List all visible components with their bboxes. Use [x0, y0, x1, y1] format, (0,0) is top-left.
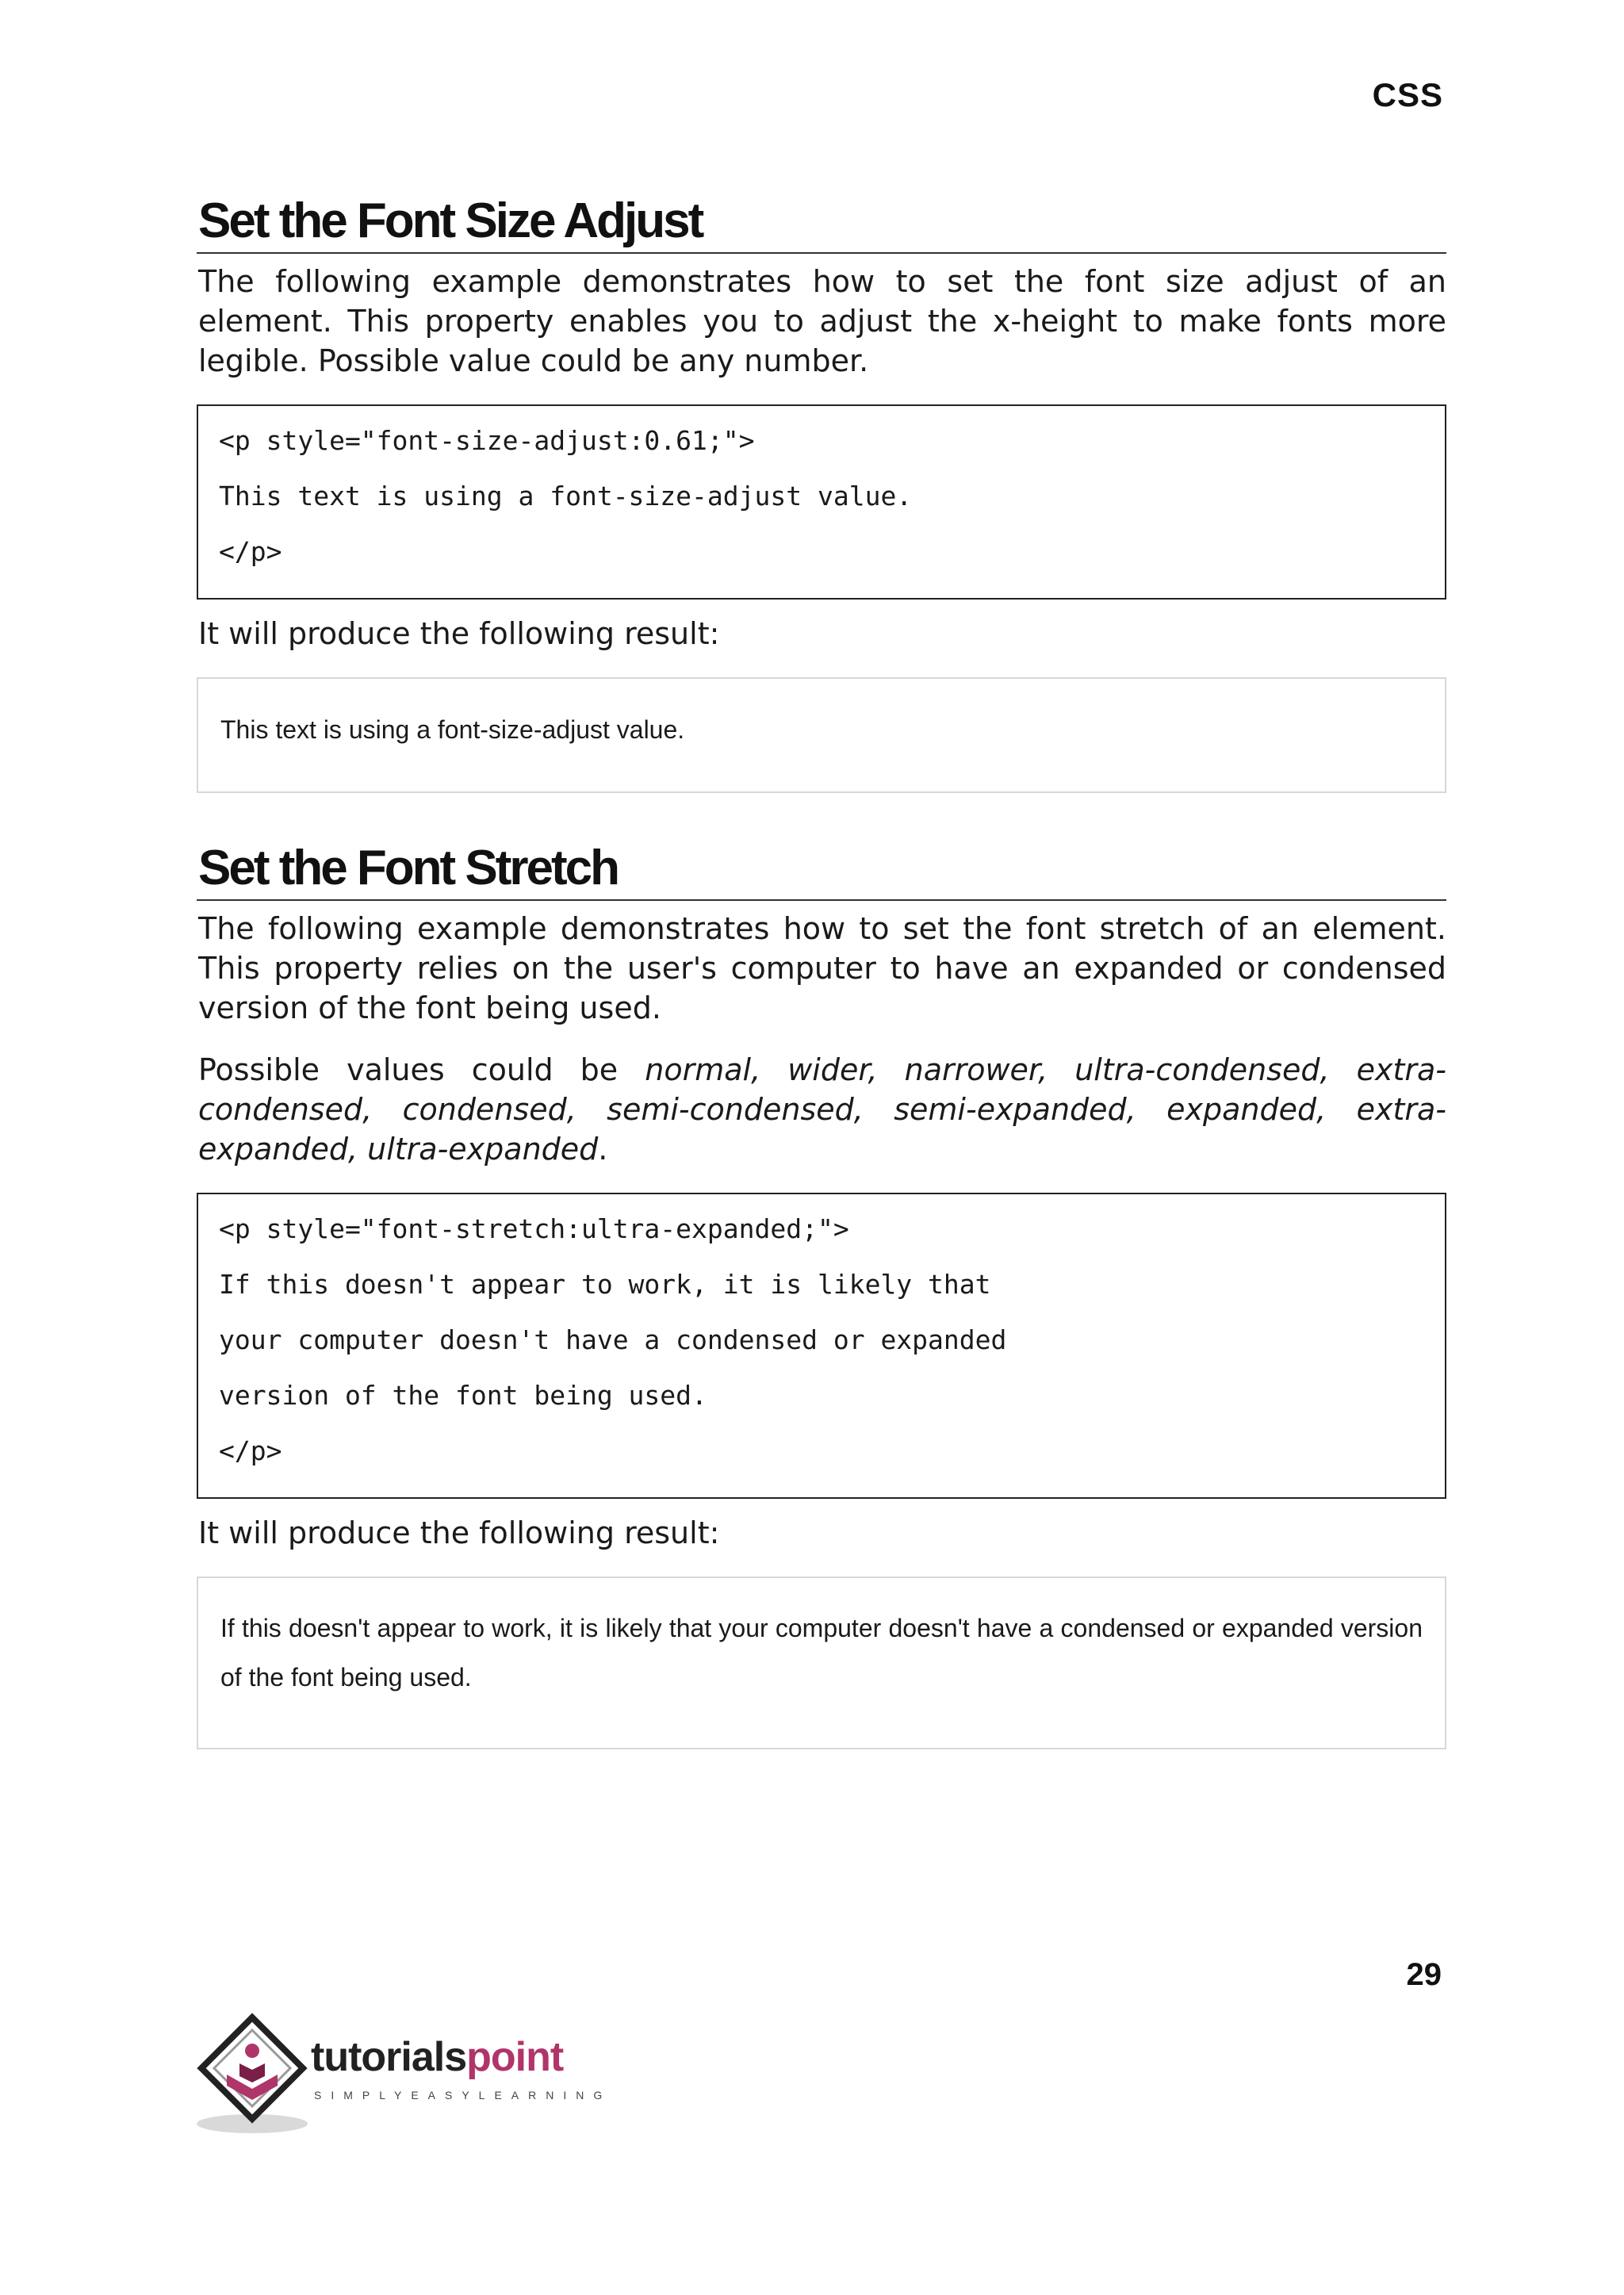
values-prefix: Possible values could be [198, 1052, 645, 1087]
code-block [197, 1193, 1446, 1499]
code-line: <p style="font-size-adjust:0.61;"> [219, 425, 755, 456]
tutorialspoint-logo [195, 2013, 612, 2140]
code-line: </p> [219, 536, 282, 567]
result-text: If this doesn't appear to work, it is likely that your computer doesn't have a condensed or expanded version of the font being used. [220, 1614, 1423, 1692]
code-line: This text is using a font-size-adjust value. [219, 481, 913, 511]
code-line: </p> [219, 1435, 282, 1466]
logo-tagline: SIMPLYEASYLEARNING [314, 2089, 612, 2102]
code-line: <p style="font-stretch:ultra-expanded;"> [219, 1213, 849, 1244]
possible-values-paragraph [198, 1050, 1446, 1169]
code-line: your computer doesn't have a condensed or expanded [219, 1324, 1007, 1355]
code-line: If this doesn't appear to work, it is likely that [219, 1269, 991, 1300]
section-paragraph: The following example demonstrates how to set the font stretch of an element. This property relies on the user's computer to have an expanded or condensed version of the font being used. [198, 911, 1446, 1025]
values-suffix: . [598, 1132, 608, 1167]
running-header: CSS [1372, 76, 1443, 113]
section-paragraph: The following example demonstrates how to set the font size adjust of an element. This property enables you to adjust the x-height to make fonts more legible. Possible value could be any number. [198, 264, 1446, 378]
logo-wordmark: tutorialspoint [311, 2034, 564, 2080]
values-list: normal, wider, narrower, ultra-condensed, extra-condensed, condensed, semi-condensed, semi-expanded, expanded, extra-expanded, ultra-expanded [198, 1052, 1446, 1167]
code-line: version of the font being used. [219, 1380, 707, 1411]
page-number: 29 [1406, 1957, 1442, 1992]
result-box [197, 1577, 1446, 1749]
result-lead: It will produce the following result: [198, 616, 720, 651]
section-font-size-adjust [197, 193, 1446, 793]
page-content [197, 193, 1446, 1749]
result-box [197, 677, 1446, 793]
code-block [197, 404, 1446, 600]
logo-emblem-icon [195, 2013, 314, 2140]
section-title: Set the Font Size Adjust [197, 197, 1446, 254]
result-text: This text is using a font-size-adjust value. [220, 715, 685, 744]
section-title: Set the Font Stretch [197, 844, 1446, 901]
result-lead: It will produce the following result: [198, 1515, 720, 1550]
section-font-stretch [197, 841, 1446, 1749]
